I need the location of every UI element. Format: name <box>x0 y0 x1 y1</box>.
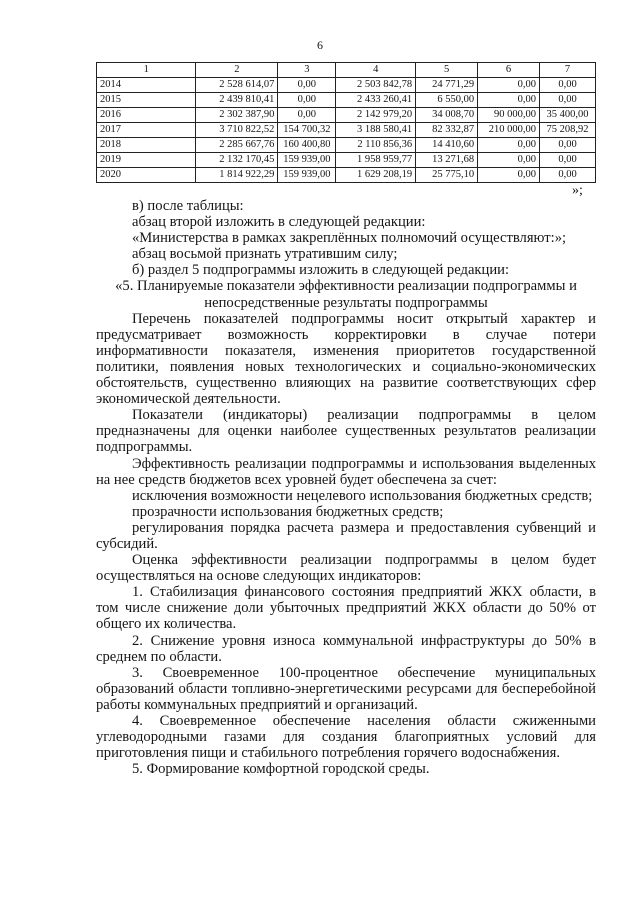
table-cell: 0,00 <box>540 78 596 93</box>
table-cell: 2014 <box>97 78 196 93</box>
table-cell: 2016 <box>97 108 196 123</box>
indicator-item: 4. Своевременное обеспечение населения области сжиженными углеводородными газами для создания благоприятных условий для приготовления пищи и стабильного потребления горячего водоснабжения. <box>96 713 596 762</box>
table-cell: 2 433 260,41 <box>336 93 416 108</box>
table-cell: 2 142 979,20 <box>336 108 416 123</box>
table-cell: 14 410,60 <box>416 138 478 153</box>
list-item: регулирования порядка расчета размера и предоставления субвенций и субсидий. <box>96 519 596 552</box>
table-cell: 0,00 <box>278 93 336 108</box>
table-cell: 210 000,00 <box>478 123 540 138</box>
header-cell: 7 <box>540 63 596 78</box>
table-cell: 2 503 842,78 <box>336 78 416 93</box>
table-row <box>97 93 596 108</box>
indicator-item: 3. Своевременное 100-процентное обеспечение муниципальных образований области топливно-энергетическими ресурсами для бесперебойной работы коммунальных предприятий и организаций. <box>96 664 596 713</box>
table-cell: 3 710 822,52 <box>196 123 278 138</box>
amendment-instruction: абзац восьмой признать утратившим силу; <box>132 246 398 263</box>
table-cell: 2 528 614,07 <box>196 78 278 93</box>
table-cell: 0,00 <box>540 93 596 108</box>
document-body <box>96 198 596 777</box>
table-row <box>97 168 596 183</box>
body-paragraph: Показатели (индикаторы) реализации подпрограммы в целом предназначены для оценки наиболее существенных результатов реализации подпрограммы. <box>96 407 596 456</box>
table-row <box>97 123 596 138</box>
list-item: исключения возможности нецелевого использования бюджетных средств; <box>132 487 593 504</box>
table-cell: 75 208,92 <box>540 123 596 138</box>
table-cell: 0,00 <box>278 78 336 93</box>
indicator-item: 1. Стабилизация финансового состояния предприятий ЖКХ области, в том числе снижение доли убыточных предприятий ЖКХ области до 50% от общего их количества. <box>96 584 596 633</box>
indicator-item: 2. Снижение уровня износа коммунальной инфраструктуры до 50% в среднем по области. <box>96 632 596 665</box>
amendment-instruction: абзац второй изложить в следующей редакции: <box>132 214 426 231</box>
section-heading: «5. Планируемые показатели эффективности реализации подпрограммы и непосредственные результаты подпрограммы <box>115 278 577 311</box>
table-cell: 2 439 810,41 <box>196 93 278 108</box>
table-header-row <box>97 63 596 78</box>
table-cell: 160 400,80 <box>278 138 336 153</box>
body-paragraph: Перечень показателей подпрограммы носит открытый характер и предусматривает возможность корректировки в случае потери информативности показателя, изменения приоритетов государственной политики, появления новых технологических и социально-экономических обстоятельств, существенно влияющих на развитие соответствующих сфер экономической деятельности. <box>96 310 596 408</box>
table-cell: 0,00 <box>478 168 540 183</box>
amendment-clause: б) раздел 5 подпрограммы изложить в следующей редакции: <box>132 262 509 279</box>
budget-table <box>96 62 596 183</box>
table-row <box>97 78 596 93</box>
body-paragraph: Оценка эффективности реализации подпрограммы в целом будет осуществляться на основе следующих индикаторов: <box>96 552 596 585</box>
table-cell: 2017 <box>97 123 196 138</box>
table-cell: 90 000,00 <box>478 108 540 123</box>
table-row <box>97 153 596 168</box>
indicator-item: 5. Формирование комфортной городской среды. <box>132 761 430 778</box>
table-cell: 35 400,00 <box>540 108 596 123</box>
table-cell: 24 771,29 <box>416 78 478 93</box>
table-cell: 0,00 <box>540 168 596 183</box>
table-cell: 154 700,32 <box>278 123 336 138</box>
table-cell: 0,00 <box>478 93 540 108</box>
table-cell: 0,00 <box>278 108 336 123</box>
table-cell: 159 939,00 <box>278 168 336 183</box>
table-row <box>97 138 596 153</box>
table-cell: 1 958 959,77 <box>336 153 416 168</box>
table-cell: 2015 <box>97 93 196 108</box>
table-cell: 2 302 387,90 <box>196 108 278 123</box>
list-item: прозрачности использования бюджетных средств; <box>132 503 444 520</box>
header-cell: 6 <box>478 63 540 78</box>
table-cell: 0,00 <box>478 138 540 153</box>
header-cell: 1 <box>97 63 196 78</box>
table-cell: 2 110 856,36 <box>336 138 416 153</box>
body-paragraph: Эффективность реализации подпрограммы и использования выделенных на нее средств бюджетов всех уровней будет обеспечена за счет: <box>96 455 596 488</box>
table-cell: 34 008,70 <box>416 108 478 123</box>
page-number: 6 <box>317 38 323 52</box>
table-cell: 2 132 170,45 <box>196 153 278 168</box>
table-cell: 2 285 667,76 <box>196 138 278 153</box>
table-cell: 82 332,87 <box>416 123 478 138</box>
table-cell: 1 629 208,19 <box>336 168 416 183</box>
table-cell: 13 271,68 <box>416 153 478 168</box>
table-row <box>97 108 596 123</box>
table-cell: 3 188 580,41 <box>336 123 416 138</box>
table-cell: 25 775,10 <box>416 168 478 183</box>
table-cell: 0,00 <box>540 138 596 153</box>
header-cell: 4 <box>336 63 416 78</box>
table-cell: 2018 <box>97 138 196 153</box>
table-cell: 1 814 922,29 <box>196 168 278 183</box>
table-cell: 2019 <box>97 153 196 168</box>
table-cell: 0,00 <box>540 153 596 168</box>
header-cell: 2 <box>196 63 278 78</box>
table-cell: 2020 <box>97 168 196 183</box>
table-cell: 159 939,00 <box>278 153 336 168</box>
amendment-quote: «Министерства в рамках закреплённых полномочий осуществляют:»; <box>132 230 567 247</box>
table-cell: 6 550,00 <box>416 93 478 108</box>
table-cell: 0,00 <box>478 153 540 168</box>
header-cell: 5 <box>416 63 478 78</box>
table-closing-quote: »; <box>572 183 583 198</box>
header-cell: 3 <box>278 63 336 78</box>
table-cell: 0,00 <box>478 78 540 93</box>
amendment-clause: в) после таблицы: <box>132 198 244 214</box>
